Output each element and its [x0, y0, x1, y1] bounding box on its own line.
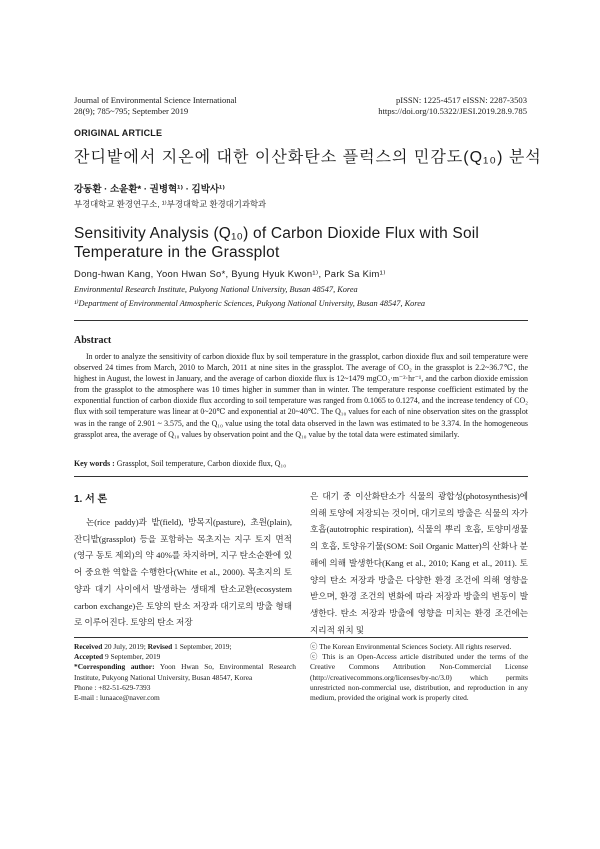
english-affiliation-2: ¹⁾Department of Environmental Atmospheric Sciences, Pukyong National University, Busan 48547, Korea: [74, 299, 426, 308]
footnote-corresponding: *Corresponding author: Yoon Hwan So, Environmental Research Institute, Pukyong National University, Busan 48547, Korea: [74, 662, 297, 682]
footnote-dates: Received 20 July, 2019; Revised 1 September, 2019;: [74, 642, 232, 651]
body-column-right: 은 대기 중 이산화탄소가 식물의 광합성(photosynthesis)에 의해 토양에 저장되는 것이며, 대기로의 방출은 식물의 자가호흡(autotrophic respiration), 식물의 뿌리 호흡, 토양미생물의 호흡, 토양유기물(SOM: Soil Organic Matter)의 산화나 분해에 의해 발생한다(Kang et al., 2010; Kang et al., 2011). 토양의 탄소 저장과 방출은 다양한 환경 조건에 의해 영향을 받으며, 환경 조건의 변화에 따라 저장과 방출의 변동이 발생한다. 탄소 저장과 방출에 영향을 미치는 환경 조건에는 지리적 위치 및: [310, 491, 528, 635]
keywords-text: Grassplot, Soil temperature, Carbon dioxide flux, Q₁₀: [116, 459, 286, 468]
divider-footnotes: [74, 637, 528, 638]
footnote-license: ⓒ This is an Open-Access article distributed under the terms of the Creative Commons Attribution Non-Commercial License (http://creativecommons.org/licenses/by-nc/3.0) which permits unrestricted non-commercial use, distribution, and reproduction in any medium, provided the original work is properly cited.: [310, 652, 528, 703]
footnote-license-block: [310, 642, 528, 703]
body-column-left: 논(rice paddy)과 밭(field), 방목지(pasture), 초원(plain), 잔디밭(grassplot) 등을 포함하는 목초지는 지구 토지 면적(영구 동토 제외)의 약 40%를 차지하며, 지구 탄소순환에 있어 중요한 역할을 수행한다(White et al., 2000). 목초지의 토양과 대기 사이에서 발생하는 생태계 탄소교환(ecosystem carbon exchange)은 토양의 탄소 저장과 대기로의 방출 형태로 이루어진다. 토양의 탄소 저장: [74, 517, 292, 628]
journal-header-left: [74, 95, 237, 117]
english-affiliation-1: Environmental Research Institute, Pukyong National University, Busan 48547, Korea: [74, 285, 358, 294]
divider-abstract: [74, 476, 528, 477]
abstract-body: In order to analyze the sensitivity of carbon dioxide flux by soil temperature in the grassplot, carbon dioxide flux and soil temperature were observed 24 times from March, 2010 to March, 2011 at nine sites in the grassplot. The average of CO₂ in the grassplot is 2.2~36.7℃, the highest in August, the lowest in January, and the average of carbon dioxide flux is 12~1479 mgCO₂·m⁻²·hr⁻¹, and the carbon dioxide emission from the grassplot to the atmosphere was 10 times higher in summer than in winter. The temperature response coefficient estimated by the exponential function of carbon dioxide flux according to soil temperature was ranged from 0.1065 to 0.1274, and the increase tendency of CO₂ flux with soil temperature was linear at 0~20℃ and exponential at 20~40℃. The Q₁₀ values for each of nine observation sites on the grassplot was in the range of 2.901 ~ 3.575, and the Q₁₀ value using the total data observed in the lawn was estimated to be 3.374. In the homogeneous grassplot area, the average of Q₁₀ values by observation point and the Q₁₀ value by the total data were estimated similarly.: [74, 352, 528, 439]
article-type-label: ORIGINAL ARTICLE: [74, 128, 163, 138]
footnote-copyright: ⓒ The Korean Environmental Sciences Society. All rights reserved.: [310, 642, 512, 651]
journal-doi[interactable]: https://doi.org/10.5322/JESI.2019.28.9.785: [378, 106, 527, 116]
english-title: Sensitivity Analysis (Q₁₀) of Carbon Dioxide Flux with Soil Temperature in the Grassplot: [74, 225, 480, 261]
footnote-phone: Phone : +82-51-629-7393: [74, 682, 151, 692]
abstract-heading: Abstract: [74, 335, 112, 346]
journal-issue: 28(9); 785~795; September 2019: [74, 106, 189, 116]
journal-name: Journal of Environmental Science International: [74, 95, 237, 105]
korean-authors: 강동환 · 소윤환* · 권병혁¹⁾ · 김박사¹⁾: [74, 184, 225, 195]
keywords-label: Key words :: [74, 459, 115, 468]
english-authors: Dong-hwan Kang, Yoon Hwan So*, Byung Hyuk Kwon¹⁾, Park Sa Kim¹⁾: [74, 268, 386, 279]
section-heading-introduction: 1. 서 론: [74, 494, 108, 505]
korean-title: 잔디밭에서 지온에 대한 이산화탄소 플럭스의 민감도(Q₁₀) 분석: [74, 149, 542, 166]
footnote-email[interactable]: E-mail : lunaace@naver.com: [74, 693, 160, 703]
journal-issn: pISSN: 1225-4517 eISSN: 2287-3503: [395, 95, 527, 105]
footnote-received-block: [74, 642, 296, 703]
korean-affiliation: 부경대학교 환경연구소, ¹⁾부경대학교 환경대기과학과: [74, 199, 267, 209]
keywords-line: [74, 459, 528, 468]
divider-top: [74, 320, 528, 321]
footnote-accepted: Accepted 9 September, 2019: [74, 652, 161, 662]
journal-header-right: [378, 95, 527, 117]
